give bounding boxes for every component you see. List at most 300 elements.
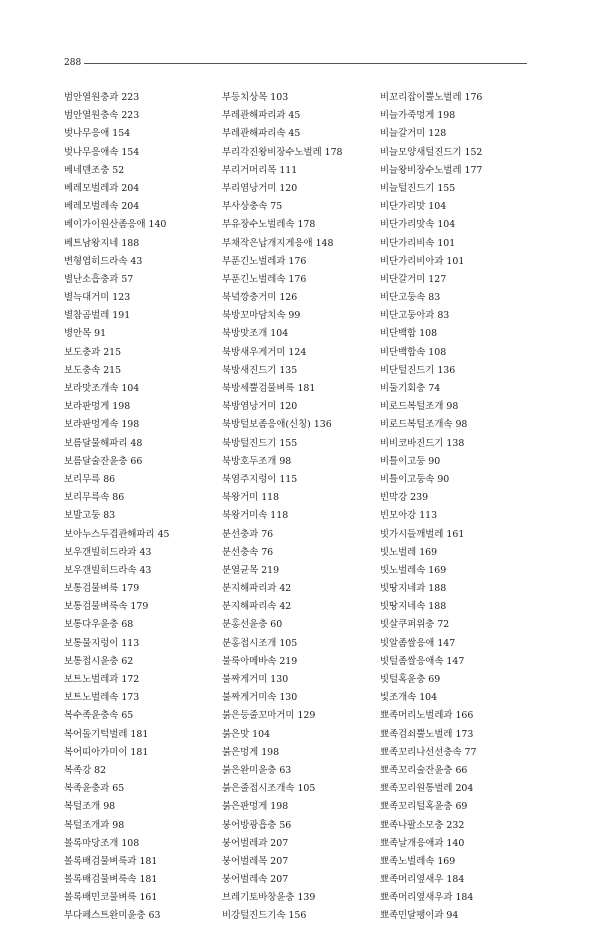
index-term: 비단가리비속 <box>380 237 435 249</box>
index-term: 보라판멍게 <box>64 401 110 413</box>
index-entry <box>64 107 224 125</box>
index-page-ref: 223 <box>121 92 140 103</box>
index-term: 북왕거미속 <box>222 510 268 522</box>
index-entry <box>222 198 382 216</box>
index-page-ref: 118 <box>270 510 289 522</box>
index-term: 보우갠빌히드라과 <box>64 546 137 558</box>
index-entry <box>222 780 382 798</box>
index-page-ref: 103 <box>270 92 289 103</box>
index-page-ref: 111 <box>279 164 298 176</box>
index-page-ref: 223 <box>121 110 140 122</box>
index-entry <box>380 289 540 307</box>
index-entry <box>64 180 224 198</box>
index-entry <box>64 598 224 616</box>
index-entry <box>64 853 224 871</box>
index-term: 변형엽히드라속 <box>64 255 128 267</box>
index-term: 비단고둥속 <box>380 292 426 304</box>
index-page-ref: 136 <box>313 419 332 431</box>
index-term: 베이가이원산좀응애 <box>64 219 146 231</box>
index-entry <box>64 707 224 725</box>
index-term: 비단고둥아과 <box>380 310 435 322</box>
index-term: 베레모벌레과 <box>64 182 119 194</box>
index-page-ref: 161 <box>139 892 158 904</box>
index-entry <box>64 671 224 689</box>
index-page-ref: 98 <box>112 819 125 831</box>
index-page-ref: 204 <box>121 182 140 194</box>
index-entry <box>64 362 224 380</box>
index-entry <box>64 471 224 489</box>
index-page-ref: 52 <box>112 164 125 176</box>
index-page-ref: 98 <box>446 401 459 413</box>
index-page-ref: 63 <box>279 764 292 776</box>
index-term: 북방세뿔검물벼룩 <box>222 383 295 394</box>
index-term: 붉은판멍게 <box>222 801 268 813</box>
index-term: 붉은등줄꼬마거미 <box>222 710 295 722</box>
index-page-ref: 83 <box>437 310 450 322</box>
index-page-ref: 45 <box>288 128 301 140</box>
index-term: 빗털혹윤충 <box>380 674 426 685</box>
index-page-ref: 104 <box>419 692 438 704</box>
index-entry <box>64 507 224 525</box>
index-entry <box>222 889 382 907</box>
index-page-ref: 98 <box>103 801 116 813</box>
index-entry <box>222 289 382 307</box>
index-entry <box>64 89 224 107</box>
index-page-ref: 115 <box>279 473 298 485</box>
index-entry <box>64 144 224 162</box>
index-term: 분지해파리속 <box>222 601 277 613</box>
index-term: 보름달물해파리 <box>64 437 128 449</box>
index-term: 북방염낭거미 <box>222 401 277 413</box>
index-entry <box>222 835 382 853</box>
index-term: 비단가리맛 <box>380 201 426 213</box>
index-entry <box>222 216 382 234</box>
index-entry <box>64 562 224 580</box>
index-term: 뾰족노벌레속 <box>380 855 435 867</box>
index-term: 보트노벌레속 <box>64 692 119 704</box>
index-page-ref: 161 <box>446 528 465 540</box>
index-page-ref: 176 <box>288 273 307 285</box>
index-page-ref: 181 <box>139 874 158 886</box>
index-entry <box>64 635 224 653</box>
index-term: 복수족윤충속 <box>64 710 119 722</box>
index-term: 복족윤충과 <box>64 783 110 795</box>
index-page-ref: 108 <box>428 346 447 358</box>
index-entry <box>380 489 540 507</box>
index-page-ref: 198 <box>112 401 131 413</box>
index-term: 비늘가죽멍게 <box>380 110 435 122</box>
index-term: 보우갠빌히드라속 <box>64 564 137 576</box>
index-page-ref: 179 <box>130 601 149 613</box>
index-page-ref: 215 <box>103 346 122 358</box>
index-entry <box>380 835 540 853</box>
index-entry <box>380 180 540 198</box>
index-entry <box>222 671 382 689</box>
index-page-ref: 188 <box>428 601 447 613</box>
index-page-ref: 108 <box>419 328 438 340</box>
index-page-ref: 181 <box>139 855 158 867</box>
index-entry <box>380 325 540 343</box>
index-entry <box>64 307 224 325</box>
index-term: 분선충속 <box>222 546 259 558</box>
index-term: 베네덴조충 <box>64 164 110 176</box>
index-page-ref: 147 <box>446 655 465 667</box>
index-entry <box>64 216 224 234</box>
index-entry <box>222 307 382 325</box>
index-term: 베트남왕지네 <box>64 237 119 249</box>
index-page-ref: 77 <box>464 746 477 758</box>
index-term: 볼록배검물벼룩과 <box>64 855 137 867</box>
index-page-ref: 129 <box>297 710 316 722</box>
index-entry <box>64 526 224 544</box>
index-term: 붕어벌레목 <box>222 855 268 867</box>
index-term: 비늘왕비장수노벌레 <box>380 164 462 176</box>
index-entry <box>380 526 540 544</box>
index-page-ref: 76 <box>261 546 274 558</box>
index-term: 비단가리맛속 <box>380 219 435 231</box>
index-term: 빗땅지네속 <box>380 601 426 613</box>
index-entry <box>380 762 540 780</box>
index-term: 빗땅지네과 <box>380 583 426 595</box>
index-page-ref: 166 <box>455 710 474 722</box>
index-page-ref: 176 <box>464 92 483 103</box>
index-entry <box>380 726 540 744</box>
index-term: 북방새진드기 <box>222 364 277 376</box>
index-term: 뾰족꼬리술잔윤충 <box>380 764 453 776</box>
index-entry <box>222 453 382 471</box>
index-entry <box>64 817 224 835</box>
index-entry <box>380 562 540 580</box>
index-page-ref: 155 <box>279 437 298 449</box>
index-page-ref: 198 <box>261 746 280 758</box>
index-page-ref: 74 <box>428 383 441 394</box>
index-page-ref: 45 <box>157 528 170 540</box>
index-entry <box>380 453 540 471</box>
index-page-ref: 154 <box>112 128 131 140</box>
index-entry <box>380 598 540 616</box>
index-entry <box>380 817 540 835</box>
index-page-ref: 130 <box>270 674 289 685</box>
index-term: 보통검물벼룩 <box>64 583 119 595</box>
index-term: 뾰족검쇠뿔노벌레 <box>380 728 453 740</box>
index-page-ref: 176 <box>288 255 307 267</box>
index-entry <box>64 289 224 307</box>
index-page-ref: 219 <box>279 655 298 667</box>
index-entry <box>380 253 540 271</box>
index-term: 비단백합 <box>380 328 417 340</box>
index-term: 보통물지렁이 <box>64 637 119 649</box>
index-entry <box>380 580 540 598</box>
index-term: 뾰족민달팽이과 <box>380 910 444 922</box>
index-page-ref: 83 <box>103 510 116 522</box>
index-entry <box>380 416 540 434</box>
index-page-ref: 99 <box>288 310 301 322</box>
index-term: 비단백합속 <box>380 346 426 358</box>
index-term: 부다페스트완미윤충 <box>64 910 146 922</box>
index-term: 보발고둥 <box>64 510 101 522</box>
index-term: 부유장수노벌레속 <box>222 219 295 231</box>
index-term: 비둘기회충 <box>380 383 426 394</box>
index-entry <box>380 871 540 889</box>
index-page-ref: 156 <box>288 910 307 922</box>
index-entry <box>64 653 224 671</box>
index-term: 보리무륵속 <box>64 492 110 504</box>
index-term: 빈모아강 <box>380 510 417 522</box>
index-term: 뾰족머리옆새우 <box>380 874 444 886</box>
index-entry <box>222 526 382 544</box>
index-page-ref: 169 <box>419 546 438 558</box>
index-page-ref: 86 <box>112 492 125 504</box>
index-page-ref: 219 <box>261 564 280 576</box>
index-term: 비늘갈거미 <box>380 128 426 140</box>
index-term: 보통검물벼룩속 <box>64 601 128 613</box>
index-entry <box>222 653 382 671</box>
index-entry <box>222 89 382 107</box>
index-page-ref: 207 <box>270 855 289 867</box>
index-page-ref: 104 <box>121 383 140 394</box>
index-entry <box>380 271 540 289</box>
index-page-ref: 120 <box>279 401 298 413</box>
index-page-ref: 60 <box>270 619 283 631</box>
index-entry <box>64 689 224 707</box>
index-term: 붕어방광흡충 <box>222 819 277 831</box>
index-entry <box>222 616 382 634</box>
index-entry <box>222 635 382 653</box>
index-entry <box>380 653 540 671</box>
index-term: 빗털좀쌀응애속 <box>380 655 444 667</box>
index-entry <box>222 380 382 398</box>
index-term: 뾰족날개응애과 <box>380 837 444 849</box>
index-term: 비꼬리잡이뿔노벌레 <box>380 92 462 103</box>
index-entry <box>380 744 540 762</box>
index-entry <box>64 780 224 798</box>
index-entry <box>380 889 540 907</box>
index-page-ref: 184 <box>455 892 474 904</box>
index-entry <box>222 471 382 489</box>
index-term: 볼록배검물벼룩속 <box>64 874 137 886</box>
index-page-ref: 198 <box>437 110 456 122</box>
index-term: 보름달술잔윤충 <box>64 455 128 467</box>
index-term: 분지해파리과 <box>222 583 277 595</box>
index-page-ref: 127 <box>428 273 447 285</box>
index-term: 별참곰벌레 <box>64 310 110 322</box>
index-term: 뾰족나팔소모충 <box>380 819 444 831</box>
index-entry <box>380 616 540 634</box>
index-entry <box>222 580 382 598</box>
index-entry <box>64 380 224 398</box>
index-term: 붕어벌레과 <box>222 837 268 849</box>
index-entry <box>380 544 540 562</box>
index-entry <box>222 726 382 744</box>
index-term: 뾰족꼬리원통벌레 <box>380 783 453 795</box>
index-page-ref: 140 <box>148 219 167 231</box>
index-entry <box>64 453 224 471</box>
index-entry <box>380 671 540 689</box>
index-term: 부등치상목 <box>222 92 268 103</box>
index-entry <box>222 325 382 343</box>
index-page-ref: 152 <box>464 146 483 158</box>
index-page-ref: 178 <box>324 146 343 158</box>
index-page-ref: 83 <box>428 292 441 304</box>
index-page-ref: 105 <box>279 637 298 649</box>
index-entry <box>222 489 382 507</box>
index-page-ref: 188 <box>121 237 140 249</box>
index-entry <box>380 435 540 453</box>
index-page-ref: 42 <box>279 601 292 613</box>
index-term: 부푼긴노벌레속 <box>222 273 286 285</box>
index-term: 비단털진드기 <box>380 364 435 376</box>
index-term: 붉은멍게 <box>222 746 259 758</box>
index-term: 별난소흡충과 <box>64 273 119 285</box>
index-entry <box>222 762 382 780</box>
index-column-1 <box>64 89 224 926</box>
index-page-ref: 104 <box>252 728 271 740</box>
index-page-ref: 207 <box>270 874 289 886</box>
index-page-ref: 239 <box>410 492 429 504</box>
index-entry <box>64 907 224 925</box>
index-entry <box>64 162 224 180</box>
index-entry <box>222 180 382 198</box>
index-page-ref: 118 <box>261 492 280 504</box>
index-entry <box>64 726 224 744</box>
index-term: 비단갈거미 <box>380 273 426 285</box>
index-page-ref: 207 <box>270 837 289 849</box>
index-entry <box>222 107 382 125</box>
index-entry <box>222 362 382 380</box>
index-entry <box>64 344 224 362</box>
index-term: 부채작은납개지게응애 <box>222 237 313 249</box>
index-entry <box>380 471 540 489</box>
index-term: 분홍선윤충 <box>222 619 268 631</box>
index-entry <box>64 253 224 271</box>
index-term: 부리염낭거미 <box>222 182 277 194</box>
index-entry <box>222 435 382 453</box>
index-term: 비비코바진드기 <box>380 437 444 449</box>
index-term: 불짜게거미속 <box>222 692 277 704</box>
index-term: 빛조개속 <box>380 692 417 704</box>
index-page-ref: 172 <box>121 674 140 685</box>
index-term: 병안목 <box>64 328 92 340</box>
index-page-ref: 232 <box>446 819 465 831</box>
index-page-ref: 138 <box>446 437 465 449</box>
index-entry <box>222 416 382 434</box>
index-term: 볼록배민코물벼룩 <box>64 892 137 904</box>
index-term: 부푼긴노벌레과 <box>222 255 286 267</box>
index-entry <box>222 162 382 180</box>
index-entry <box>222 271 382 289</box>
index-entry <box>64 762 224 780</box>
index-term: 범안열원충속 <box>64 110 119 122</box>
index-page-ref: 188 <box>428 583 447 595</box>
index-entry <box>380 107 540 125</box>
index-page-ref: 43 <box>130 255 143 267</box>
index-term: 북방새우게거미 <box>222 346 286 358</box>
index-page-ref: 42 <box>279 583 292 595</box>
index-term: 벚나무응애 <box>64 128 110 140</box>
index-page-ref: 191 <box>112 310 131 322</box>
index-page-ref: 169 <box>428 564 447 576</box>
index-page-ref: 76 <box>261 528 274 540</box>
index-entry <box>222 507 382 525</box>
index-entry <box>64 435 224 453</box>
header-rule <box>84 63 527 64</box>
index-page-ref: 66 <box>455 764 468 776</box>
index-entry <box>380 198 540 216</box>
index-entry <box>222 744 382 762</box>
index-entry <box>380 507 540 525</box>
index-entry <box>222 398 382 416</box>
index-term: 비강털진드기속 <box>222 910 286 922</box>
index-entry <box>380 235 540 253</box>
index-page-ref: 94 <box>446 910 459 922</box>
index-page-ref: 98 <box>279 455 292 467</box>
index-term: 보통다우윤충 <box>64 619 119 631</box>
index-term: 복족강 <box>64 764 92 776</box>
index-term: 부리거머리목 <box>222 164 277 176</box>
index-term: 베레모벌레속 <box>64 201 119 213</box>
index-page-ref: 68 <box>121 619 134 631</box>
index-term: 빗노벌레 <box>380 546 417 558</box>
index-entry <box>222 235 382 253</box>
index-term: 브레기토바창윤충 <box>222 892 295 904</box>
index-term: 보아누스두겹관해파리 <box>64 528 155 540</box>
index-entry <box>64 889 224 907</box>
index-page-ref: 65 <box>121 710 134 722</box>
index-entry <box>222 853 382 871</box>
index-term: 빗알좀쌀응애 <box>380 637 435 649</box>
index-entry <box>380 162 540 180</box>
index-term: 뾰족머리노벌레과 <box>380 710 453 722</box>
index-page-ref: 86 <box>103 473 116 485</box>
index-term: 뾰족꼬리털혹윤충 <box>380 801 453 813</box>
index-term: 붉은줄접시조개속 <box>222 783 295 795</box>
index-page-ref: 215 <box>103 364 122 376</box>
index-term: 북방털진드기 <box>222 437 277 449</box>
index-page-ref: 104 <box>428 201 447 213</box>
index-term: 비로드복털조개속 <box>380 419 453 431</box>
index-page-ref: 123 <box>112 292 131 304</box>
index-term: 부사상충속 <box>222 201 268 213</box>
index-page-ref: 126 <box>279 292 298 304</box>
index-entry <box>64 744 224 762</box>
index-term: 부레관해파리속 <box>222 128 286 140</box>
index-entry <box>380 344 540 362</box>
index-entry <box>380 707 540 725</box>
index-entry <box>64 544 224 562</box>
index-term: 비틀이고둥속 <box>380 473 435 485</box>
index-entry <box>222 907 382 925</box>
index-page-ref: 72 <box>437 619 450 631</box>
index-page-ref: 66 <box>130 455 143 467</box>
index-entry <box>380 362 540 380</box>
page-number: 288 <box>64 58 82 68</box>
index-entry <box>380 380 540 398</box>
index-term: 부레관해파리과 <box>222 110 286 122</box>
index-term: 비단가리비아과 <box>380 255 444 267</box>
index-entry <box>380 780 540 798</box>
index-term: 북방털보좀응애(신칭) <box>222 419 311 431</box>
index-entry <box>64 271 224 289</box>
index-entry <box>222 871 382 889</box>
index-page-ref: 178 <box>297 219 316 231</box>
index-entry <box>222 798 382 816</box>
index-term: 분선충과 <box>222 528 259 540</box>
index-page-ref: 181 <box>130 746 149 758</box>
index-entry <box>64 489 224 507</box>
index-page-ref: 69 <box>455 801 468 813</box>
index-page-ref: 179 <box>121 583 140 595</box>
index-page-ref: 155 <box>437 182 456 194</box>
